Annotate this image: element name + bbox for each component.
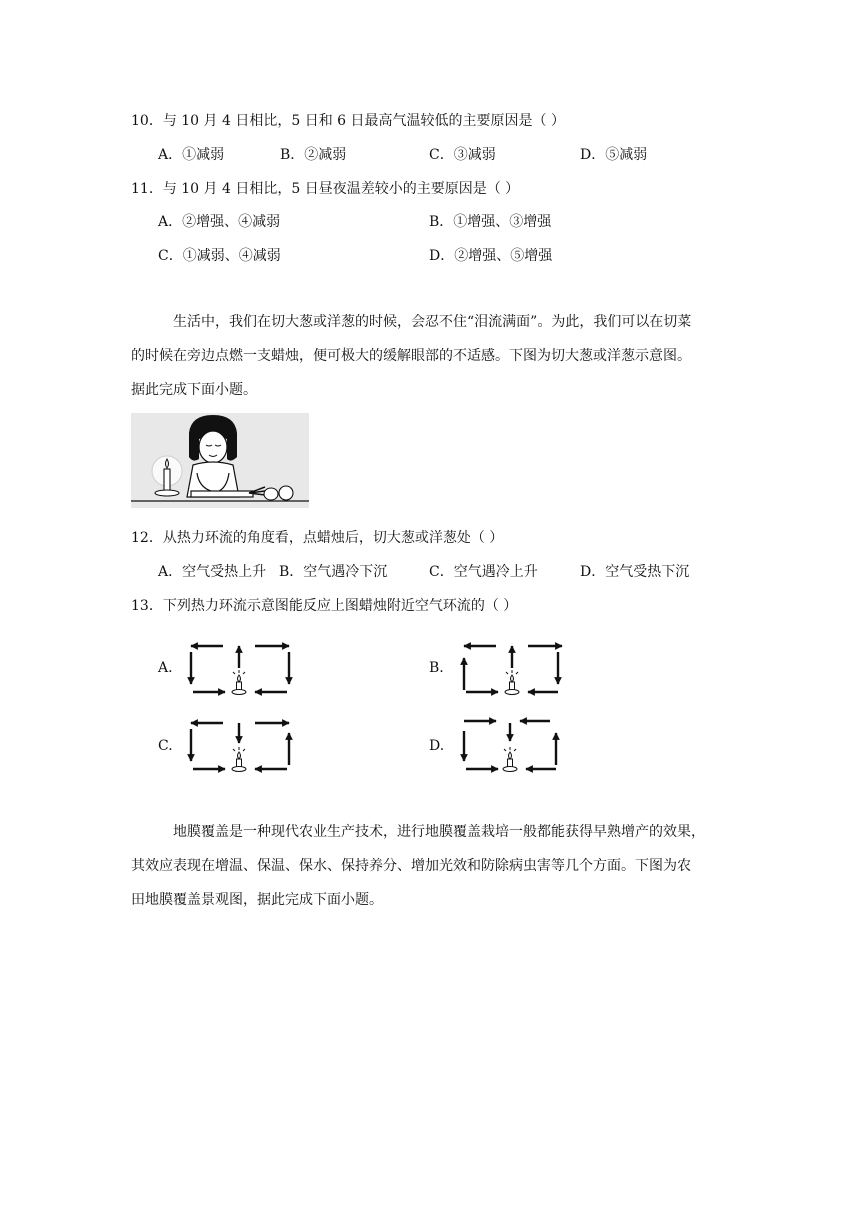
onion-1 bbox=[264, 488, 278, 500]
passage-1-line-1: 生活中，我们在切大葱或洋葱的时候，会忍不住“泪流满面”。为此，我们可以在切菜 bbox=[173, 314, 692, 330]
diagram-c-label: C. bbox=[158, 738, 173, 754]
passage-1-line-3: 据此完成下面小题。 bbox=[131, 382, 257, 398]
cutting-board bbox=[191, 491, 253, 497]
candle bbox=[164, 469, 170, 491]
question-11-option-d: D．②增强、⑤增强 bbox=[429, 248, 553, 264]
question-11-option-c: C．①减弱、④减弱 bbox=[158, 248, 281, 264]
candle-holder bbox=[155, 490, 179, 496]
question-12-option-a: A．空气受热上升 bbox=[158, 564, 267, 580]
diagram-a-label: A. bbox=[158, 660, 173, 676]
candle-icon bbox=[232, 747, 246, 772]
onion-cutting-illustration bbox=[131, 413, 309, 508]
candle-flame bbox=[166, 459, 169, 468]
face bbox=[199, 431, 227, 463]
question-10-stem: 10．与 10 月 4 日相比，5 日和 6 日最高气温较低的主要原因是（ ） bbox=[131, 113, 565, 129]
circulation-diagram-d bbox=[458, 717, 570, 779]
question-13-stem: 13．下列热力环流示意图能反应上图蜡烛附近空气环流的（ ） bbox=[131, 598, 518, 614]
question-10-option-c: C．③减弱 bbox=[429, 147, 496, 163]
circulation-diagram-b bbox=[458, 640, 570, 702]
question-11-option-b: B．①增强、③增强 bbox=[429, 214, 552, 230]
diagram-d-label: D. bbox=[429, 738, 445, 754]
diagram-b-label: B. bbox=[429, 660, 444, 676]
question-12-option-b: B．空气遇冷下沉 bbox=[279, 564, 388, 580]
passage-1-line-2: 的时候在旁边点燃一支蜡烛，便可极大的缓解眼部的不适感。下图为切大葱或洋葱示意图。 bbox=[131, 348, 691, 364]
candle-icon bbox=[232, 670, 246, 695]
passage-2-line-3: 田地膜覆盖景观图，据此完成下面小题。 bbox=[131, 892, 383, 908]
question-10-option-a: A．①减弱 bbox=[158, 147, 225, 163]
question-12-option-d: D．空气受热下沉 bbox=[580, 564, 690, 580]
question-10-option-b: B．②减弱 bbox=[280, 147, 347, 163]
onion-2 bbox=[279, 486, 293, 500]
candle-icon bbox=[503, 747, 517, 772]
question-10-option-d: D．⑤减弱 bbox=[580, 147, 648, 163]
question-12-option-c: C．空气遇冷上升 bbox=[429, 564, 538, 580]
passage-2-line-2: 其效应表现在增温、保温、保水、保持养分、增加光效和防除病虫害等几个方面。下图为农 bbox=[131, 858, 691, 874]
passage-2-line-1: 地膜覆盖是一种现代农业生产技术，进行地膜覆盖栽培一般都能获得早熟增产的效果， bbox=[173, 824, 705, 840]
circulation-diagram-a bbox=[185, 640, 297, 702]
passage-onion-cutting bbox=[131, 305, 741, 407]
question-12-stem: 12．从热力环流的角度看，点蜡烛后，切大葱或洋葱处（ ） bbox=[131, 530, 504, 546]
candle-icon bbox=[505, 670, 519, 695]
question-11-stem: 11．与 10 月 4 日相比，5 日昼夜温差较小的主要原因是（ ） bbox=[131, 181, 520, 197]
question-11-option-a: A．②增强、④减弱 bbox=[158, 214, 281, 230]
passage-plastic-mulch bbox=[131, 815, 741, 917]
circulation-diagram-c bbox=[185, 717, 297, 779]
